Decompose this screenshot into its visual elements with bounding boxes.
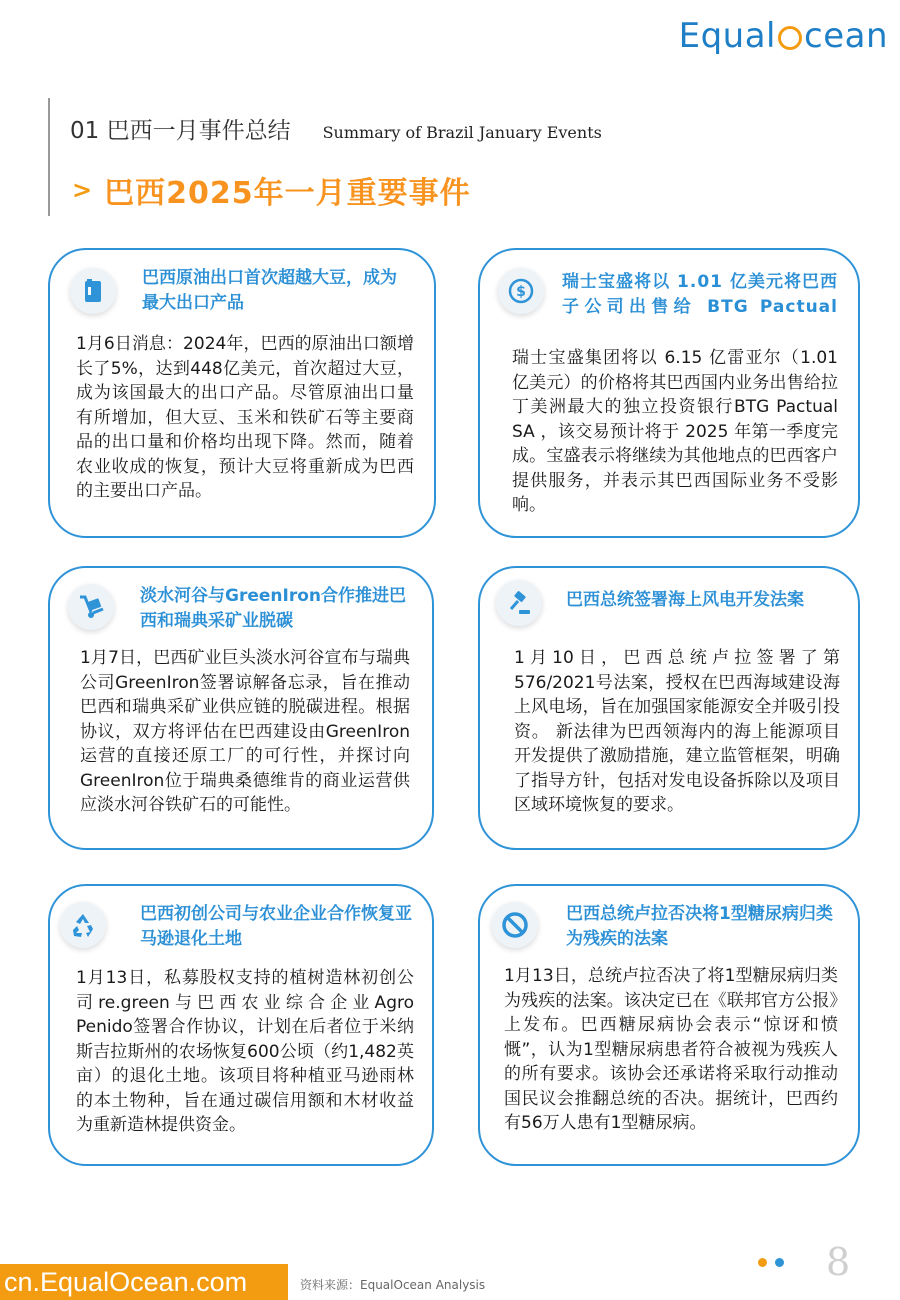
- hand-truck-icon: [68, 584, 114, 630]
- event-card-diabetes-veto: [478, 884, 860, 1166]
- logo-text-left: Equal: [678, 16, 776, 56]
- recycle-icon: [60, 902, 106, 948]
- card-body: 瑞士宝盛集团将以 6.15 亿雷亚尔（1.01 亿美元）的价格将其巴西国内业务出售给拉丁美洲最大的独立投资银行BTG Pactual SA ，该交易预计将于 2025 年第一季度完成。宝盛表示将继续为其他地点的巴西客户提供服务，并表示其巴西国际业务不受影响。: [512, 348, 838, 515]
- event-card-regreen-reforestation: [48, 884, 434, 1166]
- page-dots: [758, 1258, 784, 1267]
- card-title: 巴西原油出口首次超越大豆，成为最大出口产品: [142, 268, 397, 313]
- equalocean-logo: [679, 14, 888, 58]
- section-divider: [48, 98, 50, 216]
- card-body: 1月13日，私募股权支持的植树造林初创公司re.green与巴西农业综合企业Agro Penido签署合作协议，计划在后者位于米纳斯吉拉斯州的农场恢复600公顷（约1,482英亩）的退化土地。该项目将种植亚马逊雨林的本土物种，旨在通过碳信用额和木材收益为重新造林提供资金。: [76, 968, 414, 1135]
- logo-ring-icon: [778, 26, 802, 50]
- logo-text-right: cean: [804, 16, 888, 56]
- section-english-title: Summary of Brazil January Events: [322, 123, 602, 142]
- event-card-vale-greeniron: [48, 566, 434, 850]
- blue-dot: [775, 1258, 784, 1267]
- event-card-oil-export: [48, 248, 436, 538]
- gavel-icon: [496, 580, 542, 626]
- page-number: 8: [826, 1240, 851, 1284]
- oil-barrel-icon: [70, 268, 116, 314]
- card-body: 1月10日，巴西总统卢拉签署了第576/2021号法案，授权在巴西海域建设海上风电场，旨在加强国家能源安全并吸引投资。 新法律为巴西领海内的海上能源项目开发提供了激励措施，建立监管框架，明确了指导方针，包括对发电设备拆除以及项目区域环境恢复的要求。: [514, 648, 840, 815]
- dollar-coin-icon: [498, 268, 544, 314]
- event-card-offshore-wind: [478, 566, 860, 850]
- footer-url[interactable]: cn.EqualOcean.com: [0, 1264, 288, 1300]
- no-entry-icon: [492, 902, 538, 948]
- card-title: 巴西总统卢拉否决将1型糖尿病归类为残疾的法案: [566, 904, 833, 949]
- main-title-row: [72, 168, 471, 212]
- section-header: [70, 112, 602, 145]
- card-body: 1月6日消息：2024年，巴西的原油出口额增长了5%，达到448亿美元，首次超过大豆，成为该国最大的出口产品。尽管原油出口量有所增加，但大豆、玉米和铁矿石等主要商品的出口量和价格均出现下降。然而，随着农业收成的恢复，预计大豆将重新成为巴西的主要出口产品。: [76, 334, 414, 501]
- card-title: 瑞士宝盛将以 1.01 亿美元将巴西子公司出售给 BTG Pactual: [562, 272, 838, 317]
- event-card-julius-baer: [478, 248, 860, 538]
- main-title: 巴西2025年一月重要事件: [104, 176, 471, 211]
- card-body: 1月7日，巴西矿业巨头淡水河谷宣布与瑞典公司GreenIron签署谅解备忘录，旨在推动巴西和瑞典采矿业供应链的脱碳进程。根据协议，双方将评估在巴西建设由GreenIron运营的直接还原工厂的可行性，并探讨向GreenIron位于瑞典桑德维肯的商业运营供应淡水河谷铁矿石的可能性。: [80, 648, 410, 815]
- orange-dot: [758, 1258, 767, 1267]
- card-title: 淡水河谷与GreenIron合作推进巴西和瑞典采矿业脱碳: [140, 586, 406, 631]
- card-title: 巴西总统签署海上风电开发法案: [566, 590, 804, 610]
- chevron-right-icon: >: [72, 176, 93, 204]
- source-note: 资料来源：EqualOcean Analysis: [300, 1278, 486, 1292]
- card-title: 巴西初创公司与农业企业合作恢复亚马逊退化土地: [140, 904, 412, 949]
- section-title: 01 巴西一月事件总结: [70, 118, 291, 144]
- svg-text:$: $: [516, 284, 526, 300]
- card-body: 1月13日，总统卢拉否决了将1型糖尿病归类为残疾的法案。该决定已在《联邦官方公报》上发布。巴西糖尿病协会表示“惊讶和愤慨”，认为1型糖尿病患者符合被视为残疾人的所有要求。该协会还承诺将采取行动推动国民议会推翻总统的否决。据统计，巴西约有56万人患有1型糖尿病。: [504, 966, 838, 1133]
